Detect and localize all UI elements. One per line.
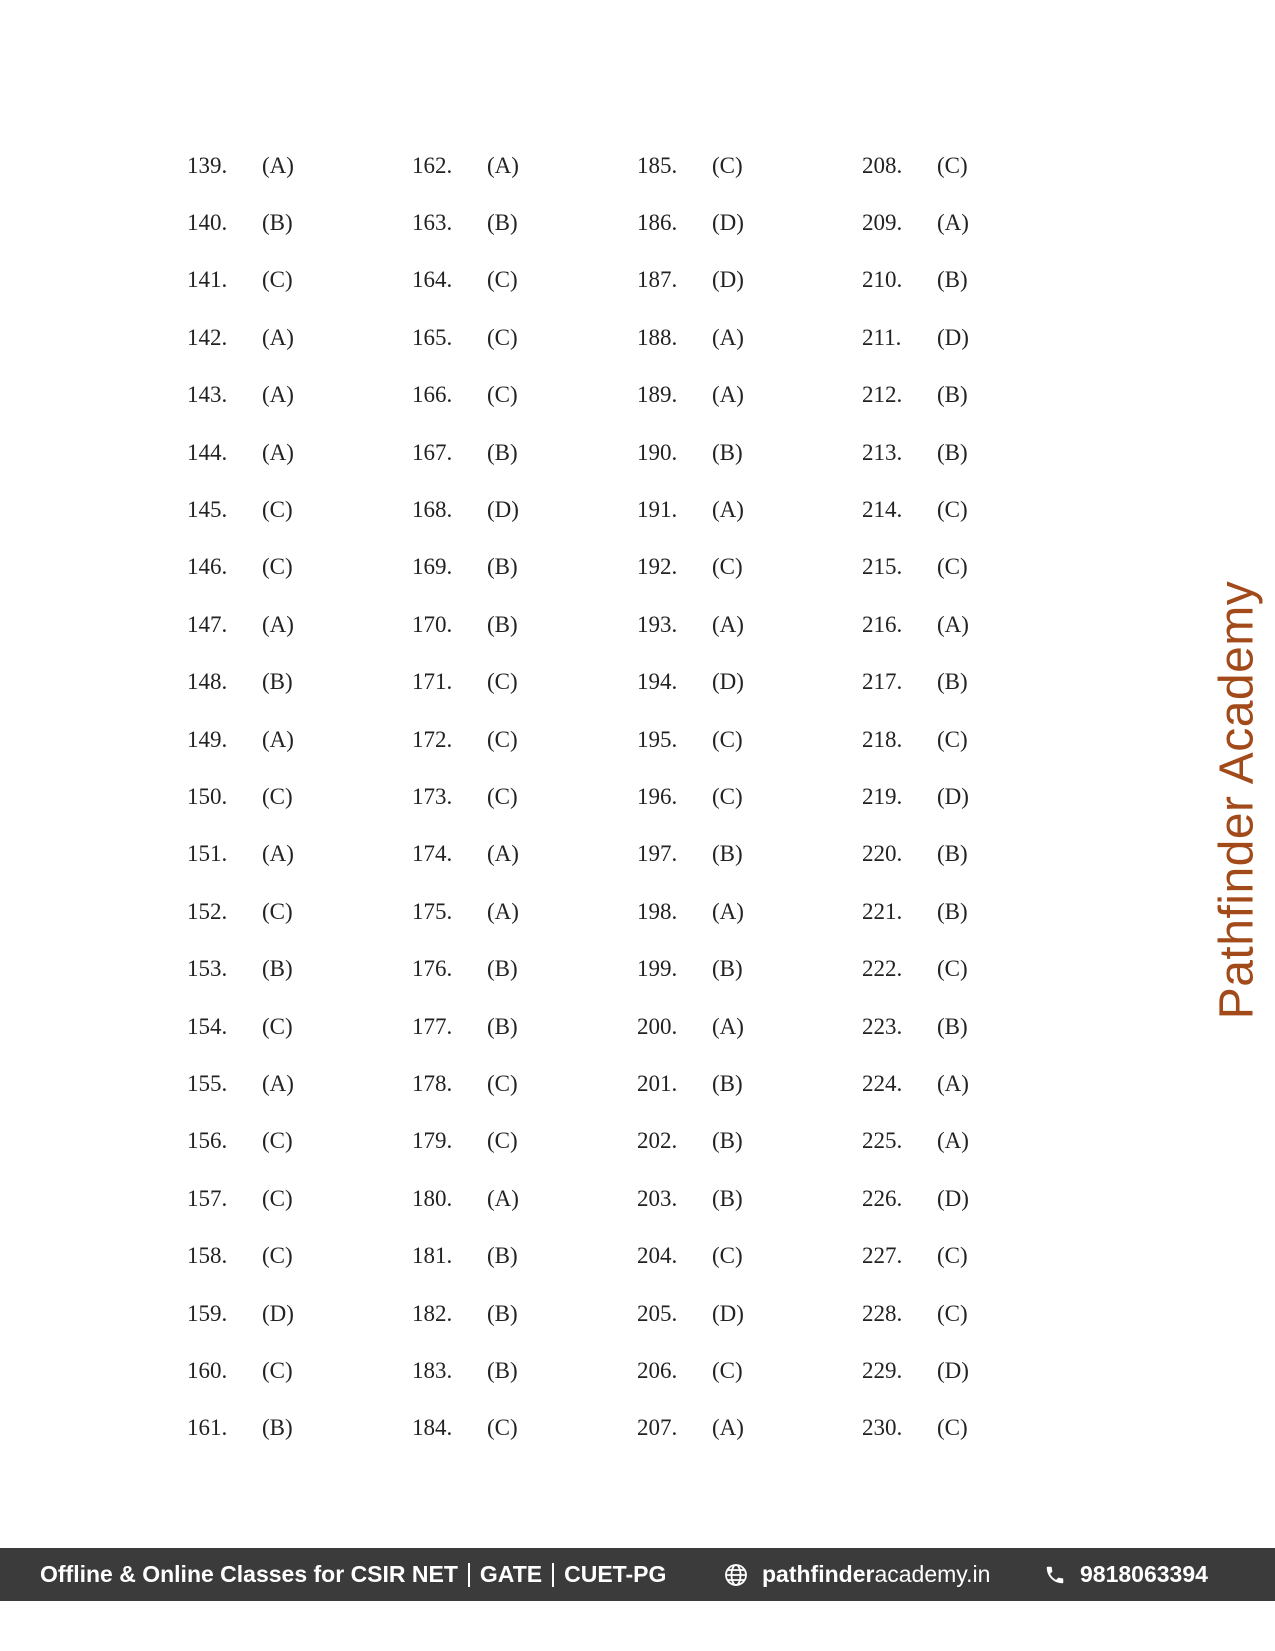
answer-option: (B) (937, 898, 968, 924)
question-number: 186. (637, 210, 678, 236)
answer-row (862, 1170, 1062, 1227)
answer-row (862, 1285, 1062, 1342)
answer-row (862, 194, 1062, 251)
answer-option: (C) (487, 267, 518, 293)
question-number: 212. (862, 382, 903, 408)
answer-option: (A) (262, 324, 294, 350)
answer-option: (A) (937, 1070, 969, 1096)
footer-website-bold: pathfinder (762, 1561, 875, 1587)
answer-option: (C) (712, 152, 743, 178)
answer-option: (A) (937, 210, 969, 236)
footer-phone-number: 9818063394 (1080, 1561, 1208, 1587)
question-number: 190. (637, 439, 678, 465)
question-number: 148. (187, 669, 228, 695)
footer-courses (40, 1548, 666, 1601)
question-number: 176. (412, 956, 453, 982)
answer-row (187, 596, 387, 653)
question-number: 175. (412, 898, 453, 924)
question-number: 201. (637, 1070, 678, 1096)
answer-row (187, 1113, 387, 1170)
question-number: 178. (412, 1070, 453, 1096)
footer-phone[interactable] (1044, 1548, 1208, 1601)
question-number: 209. (862, 210, 903, 236)
answer-option: (C) (262, 1357, 293, 1383)
answer-row (862, 940, 1062, 997)
answer-row (412, 711, 612, 768)
answer-option: (C) (262, 554, 293, 580)
answer-option: (C) (712, 783, 743, 809)
question-number: 222. (862, 956, 903, 982)
answer-row (862, 768, 1062, 825)
question-number: 181. (412, 1243, 453, 1269)
footer-bar (0, 1548, 1275, 1601)
answer-row (862, 481, 1062, 538)
question-number: 224. (862, 1070, 903, 1096)
question-number: 219. (862, 783, 903, 809)
answer-row (862, 539, 1062, 596)
answer-row (637, 826, 837, 883)
answer-option: (C) (937, 1300, 968, 1326)
answer-row (187, 940, 387, 997)
answer-option: (A) (262, 841, 294, 867)
answer-row (637, 883, 837, 940)
answer-option: (C) (487, 783, 518, 809)
answer-option: (B) (712, 956, 743, 982)
answer-option: (C) (712, 1357, 743, 1383)
answer-row (862, 654, 1062, 711)
answer-option: (C) (487, 1070, 518, 1096)
answer-option: (A) (712, 1415, 744, 1441)
question-number: 229. (862, 1357, 903, 1383)
answer-option: (A) (262, 1070, 294, 1096)
answer-option: (C) (262, 1185, 293, 1211)
answer-option: (A) (712, 497, 744, 523)
answer-row (862, 1227, 1062, 1284)
question-number: 156. (187, 1128, 228, 1154)
question-number: 146. (187, 554, 228, 580)
answer-row (637, 654, 837, 711)
question-number: 169. (412, 554, 453, 580)
question-number: 216. (862, 611, 903, 637)
answer-option: (D) (937, 324, 969, 350)
answer-option: (C) (262, 783, 293, 809)
answer-option: (A) (262, 439, 294, 465)
answer-row (862, 252, 1062, 309)
answer-row (637, 309, 837, 366)
answer-option: (C) (262, 898, 293, 924)
answer-row (862, 998, 1062, 1055)
footer-website-rest: academy.in (874, 1561, 991, 1587)
answer-option: (A) (262, 152, 294, 178)
answer-option: (A) (712, 382, 744, 408)
question-number: 204. (637, 1243, 678, 1269)
answer-row (187, 1170, 387, 1227)
answer-row (637, 1227, 837, 1284)
answer-row (412, 309, 612, 366)
question-number: 191. (637, 497, 678, 523)
answer-option: (A) (487, 841, 519, 867)
answer-option: (C) (487, 669, 518, 695)
question-number: 193. (637, 611, 678, 637)
answer-option: (C) (487, 324, 518, 350)
answer-option: (C) (937, 726, 968, 752)
answer-row (187, 1055, 387, 1112)
answer-option: (B) (262, 669, 293, 695)
answer-row (637, 252, 837, 309)
question-number: 225. (862, 1128, 903, 1154)
question-number: 194. (637, 669, 678, 695)
answer-option: (A) (487, 898, 519, 924)
answer-row (637, 596, 837, 653)
question-number: 184. (412, 1415, 453, 1441)
answer-row (187, 826, 387, 883)
question-number: 211. (862, 324, 902, 350)
answer-row (862, 137, 1062, 194)
question-number: 179. (412, 1128, 453, 1154)
answer-option: (C) (487, 1128, 518, 1154)
question-number: 203. (637, 1185, 678, 1211)
answer-option: (A) (262, 611, 294, 637)
answer-row (637, 137, 837, 194)
answer-row (862, 309, 1062, 366)
question-number: 161. (187, 1415, 228, 1441)
answer-option: (A) (712, 324, 744, 350)
answer-row (187, 367, 387, 424)
answer-row (187, 998, 387, 1055)
question-number: 147. (187, 611, 228, 637)
footer-website-link[interactable] (724, 1548, 990, 1601)
question-number: 182. (412, 1300, 453, 1326)
answer-row (187, 194, 387, 251)
answer-row (412, 481, 612, 538)
answer-option: (B) (262, 1415, 293, 1441)
answer-column-4 (862, 137, 1062, 1457)
answer-row (862, 367, 1062, 424)
answer-option: (D) (937, 1185, 969, 1211)
question-number: 227. (862, 1243, 903, 1269)
question-number: 196. (637, 783, 678, 809)
answer-option: (C) (262, 1013, 293, 1039)
answer-row (187, 1285, 387, 1342)
answer-column-2 (412, 137, 612, 1457)
answer-option: (C) (487, 726, 518, 752)
globe-icon (724, 1563, 748, 1587)
answer-option: (A) (487, 1185, 519, 1211)
answer-row (187, 252, 387, 309)
answer-row (412, 768, 612, 825)
question-number: 153. (187, 956, 228, 982)
answer-option: (C) (937, 152, 968, 178)
answer-row (412, 940, 612, 997)
question-number: 213. (862, 439, 903, 465)
answer-column-1 (187, 137, 387, 1457)
answer-row (637, 1170, 837, 1227)
answer-row (187, 1227, 387, 1284)
answer-option: (B) (487, 439, 518, 465)
answer-option: (C) (262, 497, 293, 523)
answer-row (412, 998, 612, 1055)
answer-row (862, 1055, 1062, 1112)
answer-row (862, 826, 1062, 883)
answer-row (637, 539, 837, 596)
footer-tagline: Offline & Online Classes for CSIR NET (40, 1561, 458, 1587)
answer-row (637, 768, 837, 825)
answer-row (187, 424, 387, 481)
answer-row (187, 768, 387, 825)
answer-option: (C) (937, 1415, 968, 1441)
answer-row (862, 1113, 1062, 1170)
answer-row (412, 367, 612, 424)
answer-option: (B) (487, 1357, 518, 1383)
answer-row (412, 654, 612, 711)
answer-option: (A) (937, 1128, 969, 1154)
answer-option: (A) (262, 726, 294, 752)
question-number: 226. (862, 1185, 903, 1211)
answer-row (637, 481, 837, 538)
question-number: 150. (187, 783, 228, 809)
question-number: 187. (637, 267, 678, 293)
answer-option: (C) (712, 1243, 743, 1269)
question-number: 214. (862, 497, 903, 523)
answer-option: (A) (937, 611, 969, 637)
question-number: 205. (637, 1300, 678, 1326)
question-number: 185. (637, 152, 678, 178)
question-number: 177. (412, 1013, 453, 1039)
answer-row (637, 194, 837, 251)
question-number: 168. (412, 497, 453, 523)
question-number: 164. (412, 267, 453, 293)
answer-row (412, 252, 612, 309)
answer-option: (B) (487, 1243, 518, 1269)
question-number: 198. (637, 898, 678, 924)
question-number: 152. (187, 898, 228, 924)
answer-row (637, 711, 837, 768)
question-number: 151. (187, 841, 228, 867)
question-number: 166. (412, 382, 453, 408)
answer-row (412, 1342, 612, 1399)
answer-option: (B) (712, 1185, 743, 1211)
answer-option: (B) (487, 1300, 518, 1326)
answer-row (637, 998, 837, 1055)
question-number: 167. (412, 439, 453, 465)
footer-divider (552, 1563, 554, 1587)
answer-row (412, 883, 612, 940)
answer-option: (B) (937, 669, 968, 695)
question-number: 143. (187, 382, 228, 408)
question-number: 160. (187, 1357, 228, 1383)
phone-icon (1044, 1564, 1066, 1586)
answer-row (862, 711, 1062, 768)
footer-exam-cuet: CUET-PG (564, 1561, 667, 1587)
answer-option: (D) (712, 1300, 744, 1326)
question-number: 149. (187, 726, 228, 752)
answer-option: (B) (937, 1013, 968, 1039)
answer-option: (B) (937, 382, 968, 408)
answer-option: (D) (487, 497, 519, 523)
question-number: 162. (412, 152, 453, 178)
answer-option: (C) (487, 1415, 518, 1441)
answer-row (412, 1227, 612, 1284)
answer-row (412, 194, 612, 251)
answer-row (637, 940, 837, 997)
footer-divider (468, 1563, 470, 1587)
answer-option: (B) (487, 554, 518, 580)
answer-row (412, 1113, 612, 1170)
answer-option: (D) (937, 1357, 969, 1383)
question-number: 140. (187, 210, 228, 236)
question-number: 208. (862, 152, 903, 178)
answer-option: (A) (712, 1013, 744, 1039)
answer-option: (C) (262, 1243, 293, 1269)
question-number: 165. (412, 324, 453, 350)
answer-option: (D) (712, 210, 744, 236)
answer-row (412, 596, 612, 653)
question-number: 223. (862, 1013, 903, 1039)
answer-row (862, 424, 1062, 481)
question-number: 189. (637, 382, 678, 408)
answer-option: (B) (937, 841, 968, 867)
watermark-brand: Pathfinder Academy (1210, 580, 1264, 1020)
answer-row (412, 1170, 612, 1227)
question-number: 192. (637, 554, 678, 580)
answer-row (412, 1400, 612, 1457)
answer-option: (C) (712, 554, 743, 580)
answer-row (862, 596, 1062, 653)
answer-row (637, 1342, 837, 1399)
answer-row (637, 1285, 837, 1342)
question-number: 159. (187, 1300, 228, 1326)
answer-option: (C) (937, 1243, 968, 1269)
question-number: 218. (862, 726, 903, 752)
question-number: 144. (187, 439, 228, 465)
answer-row (862, 1342, 1062, 1399)
question-number: 228. (862, 1300, 903, 1326)
answer-row (187, 137, 387, 194)
answer-option: (B) (487, 210, 518, 236)
question-number: 215. (862, 554, 903, 580)
answer-row (412, 1055, 612, 1112)
question-number: 230. (862, 1415, 903, 1441)
question-number: 155. (187, 1070, 228, 1096)
answer-option: (B) (937, 267, 968, 293)
answer-option: (B) (712, 439, 743, 465)
answer-option: (B) (487, 1013, 518, 1039)
answer-option: (C) (937, 554, 968, 580)
question-number: 195. (637, 726, 678, 752)
answer-option: (B) (937, 439, 968, 465)
answer-row (412, 826, 612, 883)
question-number: 139. (187, 152, 228, 178)
answer-option: (B) (262, 210, 293, 236)
answer-row (637, 1055, 837, 1112)
answer-option: (D) (937, 783, 969, 809)
answer-row (412, 137, 612, 194)
answer-row (862, 883, 1062, 940)
answer-row (187, 883, 387, 940)
answer-option: (D) (712, 267, 744, 293)
answer-row (187, 481, 387, 538)
question-number: 207. (637, 1415, 678, 1441)
question-number: 171. (412, 669, 453, 695)
answer-option: (A) (487, 152, 519, 178)
answer-option: (C) (262, 1128, 293, 1154)
answer-option: (A) (712, 611, 744, 637)
answer-option: (B) (487, 956, 518, 982)
answer-option: (B) (712, 1128, 743, 1154)
answer-row (637, 1113, 837, 1170)
question-number: 180. (412, 1185, 453, 1211)
answer-option: (B) (487, 611, 518, 637)
answer-column-3 (637, 137, 837, 1457)
question-number: 188. (637, 324, 678, 350)
answer-row (412, 539, 612, 596)
question-number: 199. (637, 956, 678, 982)
answer-option: (D) (262, 1300, 294, 1326)
footer-exam-gate: GATE (479, 1561, 543, 1587)
question-number: 170. (412, 611, 453, 637)
answer-row (412, 1285, 612, 1342)
question-number: 217. (862, 669, 903, 695)
question-number: 145. (187, 497, 228, 523)
answer-option: (C) (487, 382, 518, 408)
question-number: 141. (187, 267, 228, 293)
answer-row (187, 1400, 387, 1457)
answer-row (637, 367, 837, 424)
question-number: 210. (862, 267, 903, 293)
question-number: 173. (412, 783, 453, 809)
answer-option: (A) (262, 382, 294, 408)
question-number: 220. (862, 841, 903, 867)
question-number: 154. (187, 1013, 228, 1039)
question-number: 172. (412, 726, 453, 752)
question-number: 174. (412, 841, 453, 867)
question-number: 157. (187, 1185, 228, 1211)
answer-row (637, 424, 837, 481)
question-number: 200. (637, 1013, 678, 1039)
answer-option: (D) (712, 669, 744, 695)
question-number: 183. (412, 1357, 453, 1383)
answer-row (187, 654, 387, 711)
question-number: 142. (187, 324, 228, 350)
answer-row (187, 539, 387, 596)
answer-row (187, 309, 387, 366)
answer-option: (B) (712, 841, 743, 867)
question-number: 158. (187, 1243, 228, 1269)
question-number: 202. (637, 1128, 678, 1154)
answer-row (187, 711, 387, 768)
question-number: 206. (637, 1357, 678, 1383)
answer-option: (C) (262, 267, 293, 293)
answer-option: (C) (937, 956, 968, 982)
question-number: 197. (637, 841, 678, 867)
question-number: 221. (862, 898, 903, 924)
answer-row (637, 1400, 837, 1457)
answer-row (862, 1400, 1062, 1457)
answer-option: (C) (712, 726, 743, 752)
answer-option: (B) (262, 956, 293, 982)
answer-option: (A) (712, 898, 744, 924)
question-number: 163. (412, 210, 453, 236)
answer-row (187, 1342, 387, 1399)
answer-option: (C) (937, 497, 968, 523)
answer-row (412, 424, 612, 481)
answer-option: (B) (712, 1070, 743, 1096)
